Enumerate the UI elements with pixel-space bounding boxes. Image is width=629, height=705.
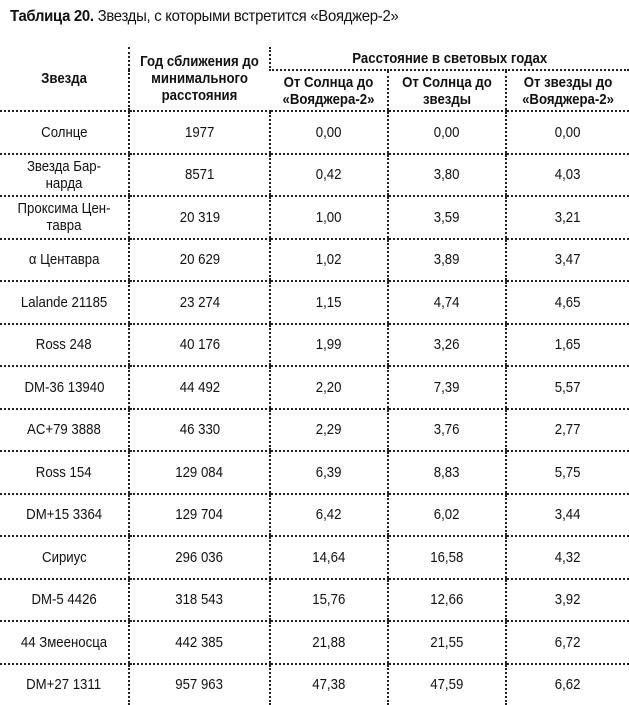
- header-star-to-voyager: От звезды до «Вояджера-2»: [506, 70, 629, 111]
- cell-year: 957 963: [129, 664, 270, 705]
- cell-star-to-voyager: 3,92: [506, 579, 629, 622]
- table-title: Звезды, с которыми встретится «Вояджер-2»: [94, 8, 399, 25]
- table-number: Таблица 20.: [10, 8, 94, 25]
- cell-sun-to-star: 4,74: [388, 281, 506, 324]
- cell-year: 129 084: [129, 451, 270, 494]
- cell-year: 8571: [129, 154, 270, 197]
- table-row: [0, 664, 629, 705]
- header-sun-to-voyager: От Солнца до «Вояджера-2»: [270, 70, 388, 111]
- cell-year: 20 319: [129, 196, 270, 239]
- cell-star-to-voyager: 3,21: [506, 196, 629, 239]
- cell-sun-to-star: 3,89: [388, 239, 506, 282]
- cell-star-to-voyager: 2,77: [506, 409, 629, 452]
- table-row: [0, 621, 629, 664]
- cell-star-to-voyager: 0,00: [506, 111, 629, 154]
- cell-sun-to-voyager: 2,29: [270, 409, 388, 452]
- cell-star: DM+27 1311: [0, 664, 129, 705]
- cell-sun-to-star: 16,58: [388, 536, 506, 579]
- cell-star: α Центавра: [0, 239, 129, 282]
- cell-star-to-voyager: 1,65: [506, 324, 629, 367]
- cell-star: DM-5 4426: [0, 579, 129, 622]
- cell-star-to-voyager: 4,32: [506, 536, 629, 579]
- table-row: [0, 366, 629, 409]
- table-row: [0, 281, 629, 324]
- table-row: [0, 239, 629, 282]
- table-body: [0, 111, 629, 705]
- cell-sun-to-voyager: 0,00: [270, 111, 388, 154]
- table-row: [0, 579, 629, 622]
- cell-star: AC+79 3888: [0, 409, 129, 452]
- cell-star-to-voyager: 6,72: [506, 621, 629, 664]
- cell-sun-to-voyager: 14,64: [270, 536, 388, 579]
- cell-year: 1977: [129, 111, 270, 154]
- cell-sun-to-star: 7,39: [388, 366, 506, 409]
- cell-star: DM+15 3364: [0, 494, 129, 537]
- cell-sun-to-star: 0,00: [388, 111, 506, 154]
- cell-sun-to-star: 8,83: [388, 451, 506, 494]
- table-row: [0, 536, 629, 579]
- cell-sun-to-star: 3,80: [388, 154, 506, 197]
- cell-star: Солнце: [0, 111, 129, 154]
- cell-star: Сириус: [0, 536, 129, 579]
- cell-year: 129 704: [129, 494, 270, 537]
- cell-sun-to-voyager: 1,99: [270, 324, 388, 367]
- cell-sun-to-voyager: 6,39: [270, 451, 388, 494]
- cell-star-to-voyager: 4,03: [506, 154, 629, 197]
- cell-sun-to-voyager: 1,15: [270, 281, 388, 324]
- stars-table: [0, 47, 629, 705]
- cell-star: Ross 248: [0, 324, 129, 367]
- cell-year: 44 492: [129, 366, 270, 409]
- cell-star: Lalande 21185: [0, 281, 129, 324]
- header-year: Год сближения до минимального расстояния: [129, 47, 270, 111]
- table-row: [0, 196, 629, 239]
- cell-sun-to-star: 3,26: [388, 324, 506, 367]
- cell-star-to-voyager: 5,75: [506, 451, 629, 494]
- cell-star: Ross 154: [0, 451, 129, 494]
- table-caption: [10, 8, 398, 26]
- cell-year: 20 629: [129, 239, 270, 282]
- cell-star: Звезда Бар-нарда: [0, 154, 129, 197]
- cell-sun-to-voyager: 6,42: [270, 494, 388, 537]
- cell-year: 296 036: [129, 536, 270, 579]
- table-row: [0, 409, 629, 452]
- cell-sun-to-voyager: 47,38: [270, 664, 388, 705]
- cell-sun-to-star: 21,55: [388, 621, 506, 664]
- header-sun-to-star: От Солнца до звезды: [388, 70, 506, 111]
- cell-star: DM-36 13940: [0, 366, 129, 409]
- cell-sun-to-star: 47,59: [388, 664, 506, 705]
- cell-star: Проксима Цен-тавра: [0, 196, 129, 239]
- cell-year: 442 385: [129, 621, 270, 664]
- cell-sun-to-voyager: 15,76: [270, 579, 388, 622]
- cell-sun-to-voyager: 2,20: [270, 366, 388, 409]
- cell-year: 23 274: [129, 281, 270, 324]
- cell-star-to-voyager: 4,65: [506, 281, 629, 324]
- header-star: Звезда: [0, 47, 129, 111]
- cell-sun-to-star: 3,59: [388, 196, 506, 239]
- cell-sun-to-voyager: 0,42: [270, 154, 388, 197]
- cell-year: 40 176: [129, 324, 270, 367]
- table-row: [0, 324, 629, 367]
- cell-sun-to-star: 3,76: [388, 409, 506, 452]
- cell-star: 44 Змееносца: [0, 621, 129, 664]
- cell-sun-to-voyager: 1,00: [270, 196, 388, 239]
- cell-year: 318 543: [129, 579, 270, 622]
- cell-sun-to-voyager: 21,88: [270, 621, 388, 664]
- table-row: [0, 451, 629, 494]
- cell-sun-to-star: 12,66: [388, 579, 506, 622]
- cell-star-to-voyager: 6,62: [506, 664, 629, 705]
- table-row: [0, 494, 629, 537]
- cell-sun-to-star: 6,02: [388, 494, 506, 537]
- cell-sun-to-voyager: 1,02: [270, 239, 388, 282]
- cell-year: 46 330: [129, 409, 270, 452]
- header-distance-group: Расстояние в световых годах: [270, 47, 629, 70]
- cell-star-to-voyager: 5,57: [506, 366, 629, 409]
- cell-star-to-voyager: 3,47: [506, 239, 629, 282]
- cell-star-to-voyager: 3,44: [506, 494, 629, 537]
- table-row: [0, 154, 629, 197]
- table-row: [0, 111, 629, 154]
